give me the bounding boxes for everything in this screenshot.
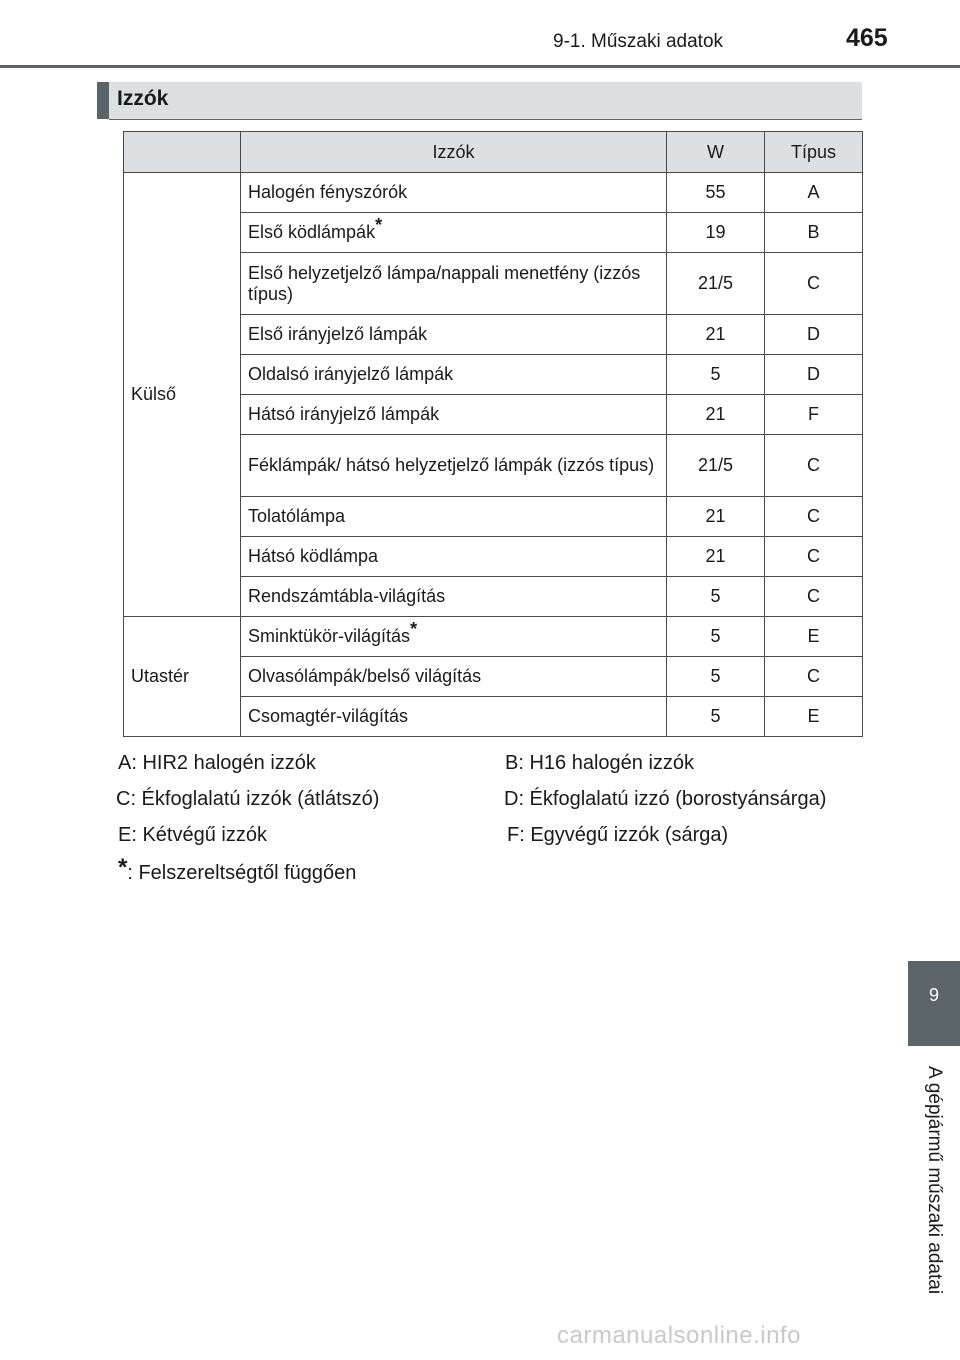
bulb-name: Sminktükör-világítás [248,626,411,646]
bulb-name-cell [241,173,667,213]
table-body [124,173,863,737]
footnote-marker: * [410,619,418,639]
bulb-type-cell: C [765,253,863,315]
bulb-type-cell: C [765,435,863,497]
chapter-tab [908,961,960,1046]
category-cell: Külső [124,173,241,617]
legend-b: B: H16 halogén izzók [505,752,695,774]
bulb-type-cell: C [765,577,863,617]
bulb-name: Oldalsó irányjelző lámpák [248,364,454,384]
column-header: W [667,132,765,173]
bulb-type-cell: C [765,497,863,537]
bulb-name-cell [241,617,667,657]
bulb-name: Hátsó ködlámpa [248,546,379,566]
bulb-type-cell: D [765,315,863,355]
wattage-cell: 21/5 [667,435,765,497]
footnote [118,854,357,885]
bulb-type-cell: C [765,537,863,577]
legend-c: C: Ékfoglalatú izzók (átlátszó) [116,788,380,810]
legend-a: A: HIR2 halogén izzók [118,752,316,774]
table-header-row [124,132,863,173]
column-header: Típus [765,132,863,173]
wattage-cell: 5 [667,355,765,395]
wattage-cell: 21 [667,315,765,355]
bulb-name: Halogén fényszórók [248,182,408,202]
watermark: carmanualsonline.info [557,1322,801,1349]
bulb-type-cell: D [765,355,863,395]
page-number: 465 [846,24,888,52]
chapter-title: A gépjármű műszaki adatai [924,1065,945,1295]
header-rule [0,65,960,68]
bulb-name: Első irányjelző lámpák [248,324,428,344]
bulb-type-cell: C [765,657,863,697]
wattage-cell: 21 [667,537,765,577]
section-title: Izzók [117,87,169,110]
wattage-cell: 21 [667,395,765,435]
bulb-name-cell [241,315,667,355]
legend-d: D: Ékfoglalatú izzó (borostyánsárga) [504,788,827,810]
bulb-name-cell [241,537,667,577]
bulb-name: Első helyzetjelző lámpa/nappali menetfény (izzós típus) [248,262,641,304]
bulb-name: Csomagtér-világítás [248,706,409,726]
bulb-name: Hátsó irányjelző lámpák [248,404,440,424]
section-title-bar [97,82,862,119]
bulb-name-cell [241,253,667,315]
column-header [124,132,241,173]
bulb-name-cell [241,395,667,435]
bulb-table [123,131,863,737]
bulb-type-cell: E [765,617,863,657]
bulb-name-cell [241,577,667,617]
section-underline [109,119,862,120]
header-section-label: 9-1. Műszaki adatok [553,31,724,52]
bulb-name-cell [241,497,667,537]
footnote-star: * [118,854,128,881]
bulb-name-cell [241,213,667,253]
bulb-name-cell [241,435,667,497]
bulb-name-cell [241,657,667,697]
table-row [124,173,863,213]
table-row [124,617,863,657]
bulb-name-cell [241,697,667,737]
wattage-cell: 5 [667,697,765,737]
bulb-type-cell: A [765,173,863,213]
category-cell: Utastér [124,617,241,737]
wattage-cell: 21 [667,497,765,537]
wattage-cell: 21/5 [667,253,765,315]
wattage-cell: 5 [667,657,765,697]
bulb-type-cell: F [765,395,863,435]
wattage-cell: 5 [667,617,765,657]
footnote-text: : Felszereltségtől függően [127,862,357,884]
wattage-cell: 55 [667,173,765,213]
bulb-type-cell: E [765,697,863,737]
bulb-name: Olvasólámpák/belső világítás [248,666,482,686]
legend-f: F: Egyvégű izzók (sárga) [507,824,729,846]
bulb-name: Rendszámtábla-világítás [248,586,446,606]
footnote-marker: * [375,215,383,235]
wattage-cell: 5 [667,577,765,617]
legend-e: E: Kétvégű izzók [118,824,267,846]
bulb-type-cell: B [765,213,863,253]
bulb-name: Tolatólámpa [248,506,346,526]
wattage-cell: 19 [667,213,765,253]
column-header: Izzók [241,132,667,173]
bulb-name-cell [241,355,667,395]
bulb-name: Féklámpák/ hátsó helyzetjelző lámpák (izzós típus) [248,455,655,475]
bulb-name: Első ködlámpák [248,222,376,242]
chapter-number: 9 [928,985,939,1005]
